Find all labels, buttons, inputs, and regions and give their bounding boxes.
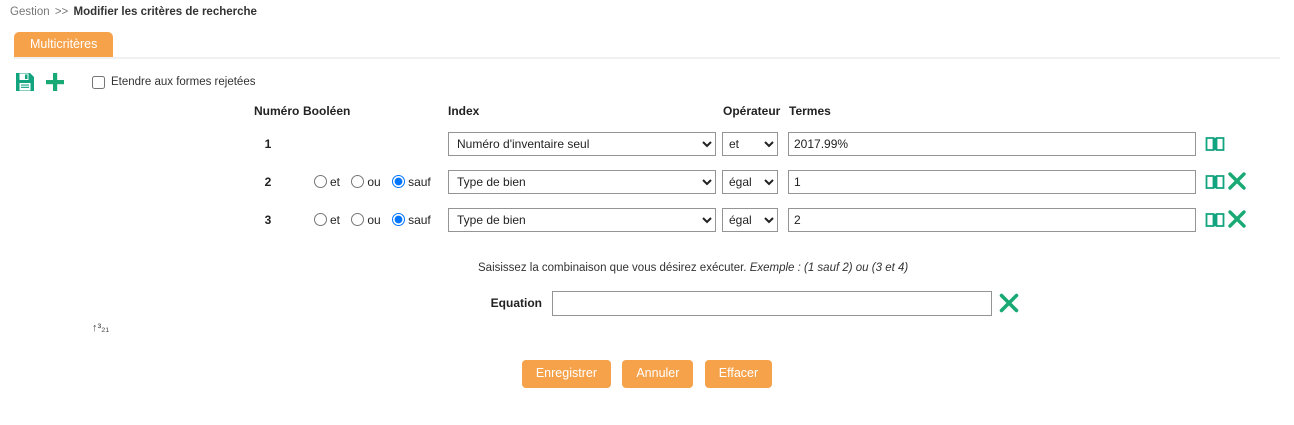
boolean-radio-et[interactable] [314, 213, 327, 226]
plus-icon[interactable] [40, 69, 70, 95]
breadcrumb-root[interactable]: Gestion [10, 6, 50, 18]
boolean-radio-sauf[interactable] [392, 175, 405, 188]
row-number: 1 [264, 137, 272, 151]
delete-row-icon[interactable] [1227, 171, 1247, 194]
column-header-termes: Termes [789, 104, 831, 118]
book-icon[interactable] [1205, 134, 1225, 157]
sort-indicator[interactable] [92, 322, 109, 334]
operator-select[interactable] [722, 132, 778, 156]
save-icon[interactable] [10, 69, 40, 95]
row-number: 3 [264, 213, 272, 227]
boolean-radio-sauf-wrap[interactable] [392, 175, 431, 189]
boolean-radio-et[interactable] [314, 175, 327, 188]
operator-select[interactable] [722, 208, 778, 232]
criteria-row [0, 170, 1294, 200]
book-icon[interactable] [1205, 210, 1225, 233]
boolean-label-sauf: sauf [408, 175, 431, 189]
index-select[interactable] [448, 132, 716, 156]
delete-row-icon[interactable] [1227, 209, 1247, 232]
book-icon[interactable] [1205, 172, 1225, 195]
cancel-button[interactable]: Annuler [622, 360, 693, 388]
term-input[interactable] [788, 208, 1196, 232]
clear-button[interactable]: Effacer [705, 360, 772, 388]
column-header-booleen: Booléen [303, 104, 351, 118]
row-number: 2 [264, 175, 272, 189]
save-button[interactable]: Enregistrer [522, 360, 611, 388]
boolean-radio-ou[interactable] [351, 213, 364, 226]
breadcrumb [10, 6, 257, 18]
boolean-radio-et-wrap[interactable] [314, 175, 340, 189]
tab-bar [14, 32, 113, 58]
tab-multicriteres[interactable]: Multicritères [14, 32, 113, 58]
index-select[interactable] [448, 208, 716, 232]
term-input[interactable] [788, 132, 1196, 156]
boolean-radio-et-wrap[interactable] [314, 213, 340, 227]
boolean-radio-sauf[interactable] [392, 213, 405, 226]
extend-rejected-label: Etendre aux formes rejetées [111, 76, 256, 88]
criteria-row [0, 208, 1294, 238]
sort-indicator-glyph: ↑³₂₁ [92, 322, 110, 334]
boolean-radio-sauf-wrap[interactable] [392, 213, 431, 227]
toolbar [10, 68, 255, 96]
boolean-label-ou: ou [367, 213, 381, 227]
tab-underline [14, 57, 1280, 59]
extend-rejected-checkbox[interactable] [92, 76, 105, 89]
boolean-label-et: et [330, 213, 341, 227]
column-header-index: Index [448, 104, 480, 118]
boolean-label-et: et [330, 175, 341, 189]
term-input[interactable] [788, 170, 1196, 194]
column-header-operateur: Opérateur [723, 104, 781, 118]
breadcrumb-current: Modifier les critères de recherche [73, 6, 257, 18]
criteria-row [0, 132, 1294, 162]
column-header-numero: Numéro [254, 104, 300, 118]
boolean-label-ou: ou [367, 175, 381, 189]
equation-label: Equation [490, 296, 542, 310]
boolean-radio-group [314, 208, 439, 232]
operator-select[interactable] [722, 170, 778, 194]
equation-hint [478, 262, 908, 274]
boolean-label-sauf: sauf [408, 213, 431, 227]
equation-hint-text: Saisissez la combinaison que vous désirez exécuter. [478, 262, 747, 274]
action-buttons [0, 360, 1294, 388]
index-select[interactable] [448, 170, 716, 194]
boolean-radio-ou-wrap[interactable] [351, 175, 380, 189]
equation-hint-example: Exemple : (1 sauf 2) ou (3 et 4) [749, 262, 909, 274]
extend-rejected-checkbox-wrap[interactable] [92, 76, 255, 89]
equation-input[interactable] [552, 291, 992, 316]
boolean-radio-group [314, 170, 439, 194]
boolean-radio-ou[interactable] [351, 175, 364, 188]
equation-clear-icon[interactable] [998, 292, 1020, 317]
boolean-radio-ou-wrap[interactable] [351, 213, 380, 227]
breadcrumb-separator: >> [54, 6, 69, 18]
